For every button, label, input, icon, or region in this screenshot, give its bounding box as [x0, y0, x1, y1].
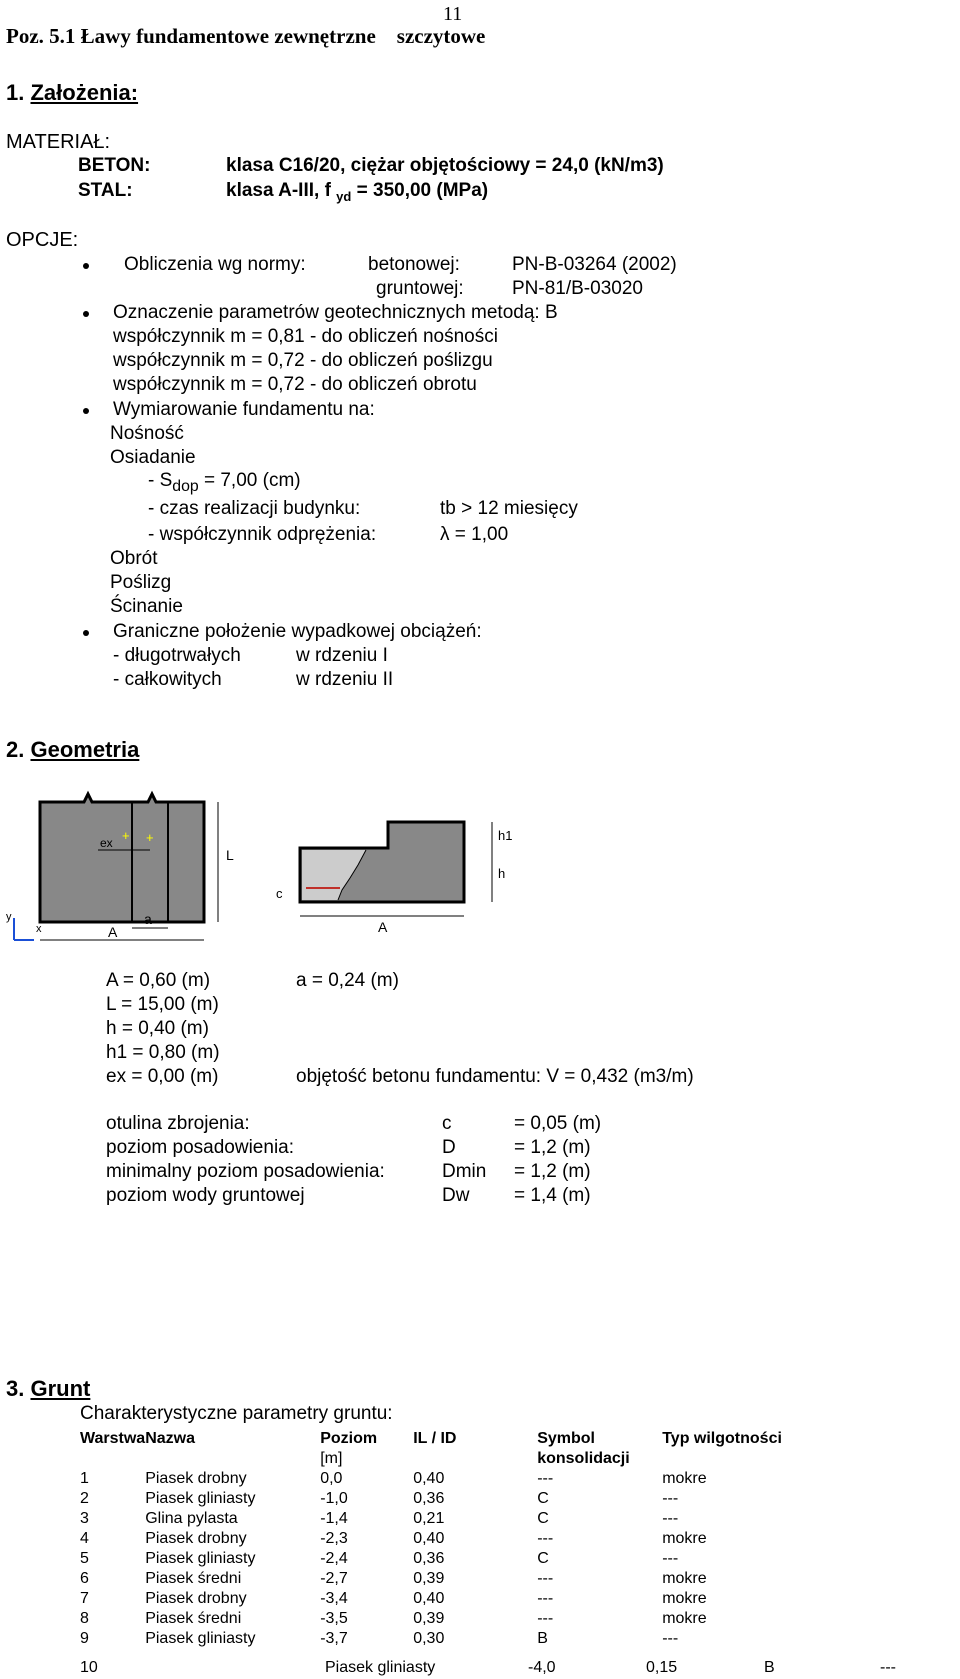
stal-value-text: klasa A-III, f: [226, 180, 337, 201]
table-cell: -2,3: [320, 1530, 348, 1547]
A-label: A: [378, 919, 388, 935]
table-cell: Piasek średni: [145, 1610, 242, 1627]
opcje-label: OPCJE:: [6, 229, 79, 251]
dlugotrwale-value: w rdzeniu I: [296, 645, 388, 666]
wymiar-label: Wymiarowanie fundamentu na:: [113, 399, 375, 420]
column-header: IL / ID: [413, 1430, 457, 1447]
table-cell: 0,0: [320, 1470, 343, 1487]
plus-marker: +: [122, 828, 130, 843]
table-row: [80, 1529, 892, 1549]
column-header: [662, 1449, 892, 1469]
table-cell: Piasek drobny: [145, 1470, 247, 1487]
table-cell: Piasek gliniasty: [325, 1659, 436, 1676]
param-symbol: Dw: [442, 1185, 470, 1206]
table-row: [80, 1589, 892, 1609]
czas-label: - czas realizacji budynku:: [148, 498, 361, 519]
table-cell: -3,7: [320, 1630, 348, 1647]
norm-beton-value: PN-B-03264 (2002): [512, 254, 677, 275]
norm-grunt-label: gruntowej:: [376, 278, 464, 299]
table-cell: 5: [80, 1550, 89, 1567]
norm-beton-label: betonowej:: [368, 254, 460, 275]
table-header-row: [80, 1449, 892, 1469]
obrot: Obrót: [110, 548, 158, 569]
c-label: c: [276, 886, 283, 901]
param-h1: h1 = 0,80 (m): [106, 1042, 220, 1063]
table-cell: B: [764, 1659, 775, 1676]
table-cell: mokre: [662, 1570, 707, 1587]
table-cell: 10: [80, 1659, 98, 1676]
odprezenie-value: λ = 1,00: [440, 524, 509, 545]
table-cell: ---: [537, 1590, 554, 1607]
h1-label: h1: [498, 828, 513, 843]
sdop-subscript: dop: [172, 477, 199, 495]
sdop-prefix: - S: [148, 470, 173, 491]
table-cell: 0,40: [413, 1530, 445, 1547]
table-cell: 0,40: [413, 1590, 445, 1607]
page-number: 11: [443, 3, 463, 25]
table-cell: 0,21: [413, 1510, 445, 1527]
param-L: L = 15,00 (m): [106, 994, 219, 1015]
table-cell: 2: [80, 1490, 89, 1507]
poslizg: Poślizg: [110, 572, 172, 593]
table-cell: 0,39: [413, 1570, 445, 1587]
section-number: 3.: [6, 1376, 25, 1401]
column-header: [80, 1449, 145, 1469]
table-cell: -3,4: [320, 1590, 348, 1607]
sdop-value: = 7,00 (cm): [198, 470, 301, 491]
table-cell: -1,4: [320, 1510, 348, 1527]
column-header: [m]: [320, 1450, 343, 1467]
column-header: konsolidacji: [537, 1450, 630, 1467]
stal-value: [226, 180, 488, 204]
table-cell: -2,7: [320, 1570, 348, 1587]
coef-line-1: współczynnik m = 0,81 - do obliczeń nośności: [113, 326, 498, 347]
param-value: = 1,2 (m): [514, 1161, 591, 1182]
scinanie: Ścinanie: [110, 596, 183, 617]
column-header: Typ wilgotności: [662, 1430, 782, 1447]
bullet-icon: [83, 263, 89, 269]
table-cell: ---: [537, 1570, 554, 1587]
table-cell: 8: [80, 1610, 89, 1627]
table-cell: mokre: [662, 1610, 707, 1627]
param-value: = 1,2 (m): [514, 1137, 591, 1158]
table-row: [80, 1489, 892, 1509]
table-row: [80, 1469, 892, 1489]
section-subtitle: Charakterystyczne parametry gruntu:: [80, 1403, 393, 1424]
osiadanie: Osiadanie: [110, 447, 196, 468]
table-cell: 4: [80, 1530, 89, 1547]
calkowite-value: w rdzeniu II: [296, 669, 394, 690]
table-row: [80, 1509, 892, 1529]
table-cell: ---: [537, 1530, 554, 1547]
table-cell: 7: [80, 1590, 89, 1607]
plan-view-shape: [40, 794, 204, 922]
column-header: Symbol: [537, 1430, 595, 1447]
table-cell: C: [537, 1490, 549, 1507]
table-cell: Glina pylasta: [145, 1510, 238, 1527]
table-cell: B: [537, 1630, 548, 1647]
table-cell: mokre: [662, 1590, 707, 1607]
param-label: poziom wody gruntowej: [106, 1185, 305, 1206]
table-cell: -2,4: [320, 1550, 348, 1567]
param-A: A = 0,60 (m): [106, 970, 211, 991]
geo-method: Oznaczenie parametrów geotechnicznych metodą: B: [113, 302, 558, 323]
param-h: h = 0,40 (m): [106, 1018, 209, 1039]
ex-label: ex: [100, 836, 113, 850]
section-number: 1.: [6, 80, 25, 105]
table-row: [80, 1569, 892, 1589]
table-cell: 0,40: [413, 1470, 445, 1487]
table-cell: ---: [880, 1659, 896, 1676]
calkowite-label: - całkowitych: [113, 669, 222, 690]
table-cell: 0,15: [646, 1659, 678, 1676]
table-cell: 1: [80, 1470, 89, 1487]
table-cell: ---: [662, 1490, 679, 1507]
column-header: Poziom: [320, 1430, 378, 1447]
table-cell: -3,5: [320, 1610, 348, 1627]
table-cell: Piasek gliniasty: [145, 1490, 256, 1507]
table-cell: 3: [80, 1510, 89, 1527]
nosnosc: Nośność: [110, 423, 184, 444]
table-cell: mokre: [662, 1530, 707, 1547]
beton-label: BETON:: [78, 155, 151, 176]
param-volume: objętość betonu fundamentu: V = 0,432 (m3/m): [296, 1066, 694, 1087]
table-row: [80, 1609, 892, 1629]
geometry-diagram: [0, 790, 540, 950]
section-2-heading: [6, 737, 139, 763]
table-row: [80, 1549, 892, 1569]
param-symbol: c: [442, 1113, 452, 1134]
table-cell: 0,36: [413, 1550, 445, 1567]
section-3-heading: [6, 1376, 90, 1402]
section-title: Grunt: [30, 1376, 91, 1401]
stal-label: STAL:: [78, 180, 133, 201]
plus-marker: +: [146, 830, 154, 845]
table-cell: Piasek gliniasty: [145, 1630, 256, 1647]
param-value: = 1,4 (m): [514, 1185, 591, 1206]
page-title: Poz. 5.1 Ławy fundamentowe zewnętrzne szczytowe: [6, 24, 486, 48]
soil-table: [80, 1429, 892, 1649]
coef-line-2: współczynnik m = 0,72 - do obliczeń poślizgu: [113, 350, 493, 371]
table-cell: 9: [80, 1630, 89, 1647]
param-symbol: D: [442, 1137, 456, 1158]
table-cell: 0,36: [413, 1490, 445, 1507]
bullet-icon: [83, 408, 89, 414]
a-label: a: [144, 911, 152, 927]
param-symbol: Dmin: [442, 1161, 487, 1182]
h-label: h: [498, 866, 506, 881]
L-label: L: [226, 847, 234, 863]
table-cell: Piasek gliniasty: [145, 1550, 256, 1567]
table-cell: C: [537, 1550, 549, 1567]
table-row: [80, 1629, 892, 1649]
table-cell: mokre: [662, 1470, 707, 1487]
column-header: [413, 1449, 537, 1469]
czas-value: tb > 12 miesięcy: [440, 498, 578, 519]
table-cell: 0,39: [413, 1610, 445, 1627]
table-cell: C: [537, 1510, 549, 1527]
section-1-heading: [6, 80, 138, 106]
table-cell: -4,0: [528, 1659, 556, 1676]
sdop-line: [148, 470, 301, 496]
odprezenie-label: - współczynnik odprężenia:: [148, 524, 377, 545]
table-cell: ---: [662, 1630, 679, 1647]
stal-value-text-2: = 350,00 (MPa): [351, 180, 489, 201]
norm-label: Obliczenia wg normy:: [124, 254, 306, 275]
coef-line-3: współczynnik m = 0,72 - do obliczeń obrotu: [113, 374, 477, 395]
axis-y-label: y: [6, 911, 12, 923]
param-a: a = 0,24 (m): [296, 970, 399, 991]
table-cell: ---: [662, 1550, 679, 1567]
axis-x-label: x: [36, 923, 42, 935]
column-header: Nazwa: [145, 1430, 195, 1447]
column-header: [145, 1449, 320, 1469]
table-header-row: [80, 1429, 892, 1449]
beton-value: klasa C16/20, ciężar objętościowy = 24,0 (kN/m3): [226, 155, 664, 176]
param-label: minimalny poziom posadowienia:: [106, 1161, 385, 1182]
section-number: 2.: [6, 737, 25, 762]
stal-subscript: yd: [336, 188, 352, 204]
table-cell: 0,30: [413, 1630, 445, 1647]
param-label: poziom posadowienia:: [106, 1137, 295, 1158]
norm-grunt-value: PN-81/B-03020: [512, 278, 643, 299]
table-cell: 6: [80, 1570, 89, 1587]
A-label: A: [108, 924, 118, 940]
section-title: Założenia:: [30, 80, 139, 105]
table-cell: -1,0: [320, 1490, 348, 1507]
material-label: MATERIAŁ:: [6, 131, 111, 153]
section-title: Geometria: [30, 737, 140, 762]
table-cell: Piasek drobny: [145, 1590, 247, 1607]
param-label: otulina zbrojenia:: [106, 1113, 250, 1134]
column-header: Warstwa: [80, 1430, 146, 1447]
table-cell: Piasek średni: [145, 1570, 242, 1587]
graniczne-label: Graniczne położenie wypadkowej obciążeń:: [113, 621, 482, 642]
param-ex: ex = 0,00 (m): [106, 1066, 219, 1087]
bullet-icon: [83, 311, 89, 317]
param-value: = 0,05 (m): [514, 1113, 602, 1134]
table-cell: ---: [537, 1610, 554, 1627]
bullet-icon: [83, 630, 89, 636]
table-cell: Piasek drobny: [145, 1530, 247, 1547]
dlugotrwale-label: - długotrwałych: [113, 645, 241, 666]
table-cell: ---: [537, 1470, 554, 1487]
table-cell: ---: [662, 1510, 679, 1527]
